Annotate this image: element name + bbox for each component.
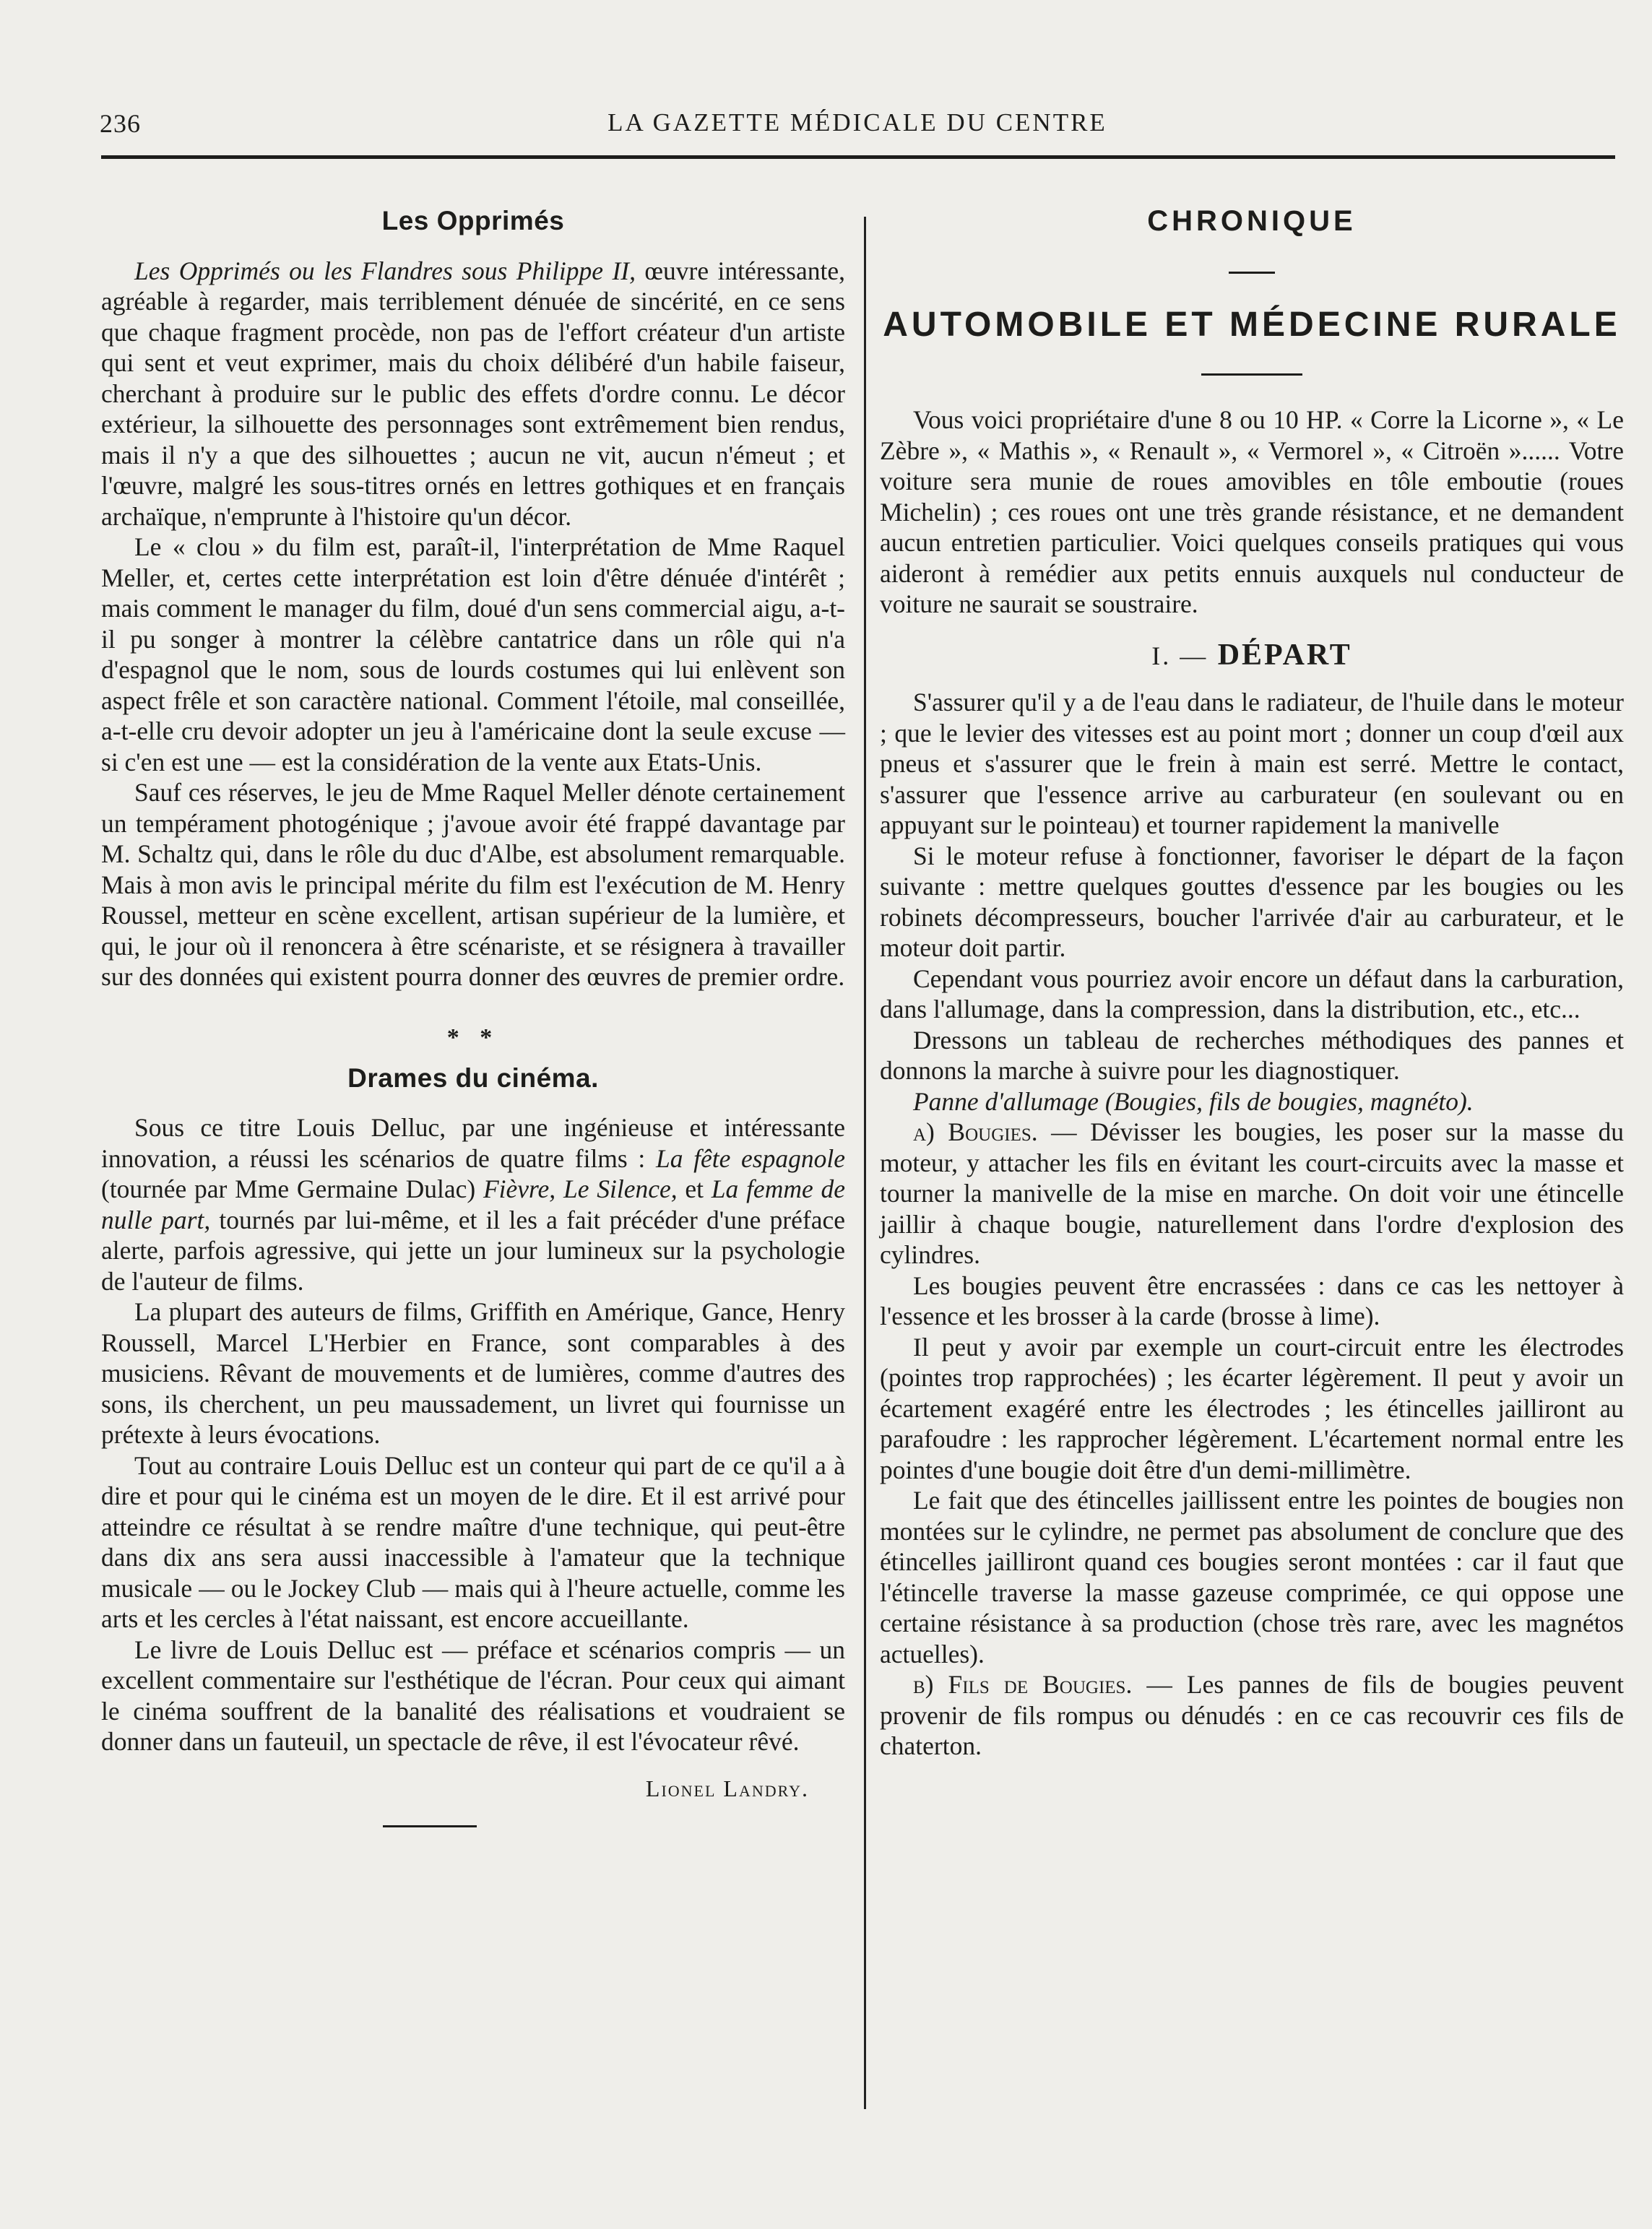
paragraph: Si le moteur refuse à fonctionner, favoriser le départ de la façon suivante : mettre quelques gouttes d'essence par les bougies ou les robinets décompresseurs, boucher l'arrivée d'air au carburateur, et le moteur doit partir. [880,841,1624,962]
section-number: I. — [1151,641,1208,670]
section-heading-depart [880,640,1624,672]
subheading-fils: b) Fils de Bougies. [913,1670,1133,1699]
rule [1229,272,1275,274]
column-divider [864,217,866,2109]
asterism: * * [446,1023,500,1051]
paragraph: Les bougies peuvent être encrassées : dans ce cas les nettoyer à l'essence et les brosser à la carde (brosse à lime). [880,1271,1624,1330]
paragraph: Tout au contraire Louis Delluc est un conteur qui part de ce qu'il a à dire et pour qui le cinéma est un moyen de le dire. Et il est arrivé pour atteindre ce résultat à se rendre maître d'une technique, qui peut-être dans dix ans sera aussi inaccessible à l'amateur que la technique musicale — ou le Jockey Club — mais qui à l'heure actuelle, comme les arts et les cercles à l'état naissant, est encore accueillante. [101,1450,845,1633]
left-column [101,206,845,1827]
section-title-opprimes: Les Opprimés [381,206,565,235]
film-title-italic: Les Opprimés ou les Flandres sous Philippe II, [134,256,636,285]
author-signature: Lionel Landry. [645,1775,809,1801]
paragraph: b) Fils de Bougies. — Les pannes de fils de bougies peuvent provenir de fils rompus ou dénudés : en ce cas recouvrir ces fils de chaterton. [880,1670,1625,1760]
paragraph: Dressons un tableau de recherches méthodiques des pannes et donnons la marche à suivre pour les diagnostiquer. [880,1025,1624,1085]
paragraph: Les Opprimés ou les Flandres sous Philippe II, œuvre intéressante, agréable à regarder, mais terriblement dénuée de sincérité, en ce sens que chaque fragment procède, non pas de l'effort créateur d'un artiste qui sent et veut exprimer, mais du choix délibéré d'un habile faiseur, cherchant à produire sur le public des effets d'ordre connu. Le décor extérieur, la silhouette des personnages sont extrêmement bien rendus, mais il n'y a que des silhouettes ; aucun ne vit, aucun n'émeut ; et l'œuvre, malgré les sous-titres ornés en lettres gothiques et en français archaïque, n'emprunte à l'histoire qu'un décor. [101,256,845,531]
paragraph: Le fait que des étincelles jaillissent entre les pointes de bougies non montées sur le cylindre, ne permet pas absolument de conclure que des étincelles jailliront quand ces bougies seront montées : car il faut que l'étincelle traverse la masse gazeuse comprimée, ce qui oppose une certaine résistance à sa production (chose très rare, avec les magnétos actuelles). [880,1486,1624,1668]
paragraph: Le livre de Louis Delluc est — préface et scénarios compris — un excellent commentaire sur l'esthétique de l'écran. Pour ceux qui aimant le cinéma souffrent de la banalité des réalisations et voudraient se donner dans un fauteuil, un spectacle de rêve, il est l'évocateur rêvé. [101,1635,845,1756]
paragraph: Il peut y avoir par exemple un court-circuit entre les électrodes (pointes trop rapprochées) ; les écarter légèrement. Il peut y avoir un écartement exagéré entre les électrodes ; les étincelles jailliront au parafoudre : les rapprocher légèrement. L'écartement normal entre les pointes d'une bougie doit être d'un demi-millimètre. [880,1332,1624,1484]
article-title: AUTOMOBILE ET MÉDECINE RURALE [883,305,1621,344]
end-rule [383,1825,477,1827]
header-rule [101,155,1615,159]
paragraph: Sous ce titre Louis Delluc, par une ingénieuse et intéressante innovation, a réussi les scénarios de quatre films : La fête espagnole (tournée par Mme Germaine Dulac) Fièvre, Le Silence, et La femme de nulle part, tournés par lui-même, et il les a fait précéder d'une préface alerte, parfois agressive, qui jette un jour lumineux sur la psychologie de l'auteur de films. [101,1113,846,1296]
paragraph: Cependant vous pourriez avoir encore un défaut dans la carburation, dans l'allumage, dans la compression, dans la distribution, etc., etc... [880,964,1624,1023]
paragraph-italic: Panne d'allumage (Bougies, fils de bougies, magnéto). [913,1086,1474,1116]
paragraph: La plupart des auteurs de films, Griffith en Amérique, Gance, Henry Roussell, Marcel L'Herbier en France, sont comparables à des musiciens. Rêvant de mouvements et de lumières, comme d'autres des sons, ils cherchent, un peu maussadement, un livret qui fournisse un prétexte à leurs évocations. [101,1297,845,1449]
paragraph: S'assurer qu'il y a de l'eau dans le radiateur, de l'huile dans le moteur ; que le levier des vitesses est au point mort ; donner un coup d'œil aux pneus et s'assurer que le frein à main est serré. Mettre le contact, s'assurer que l'essence arrive au carburateur (en soulevant ou en appuyant sur le pointeau) et tourner rapidement la manivelle [880,688,1624,839]
running-title: LA GAZETTE MÉDICALE DU CENTRE [607,108,1107,137]
chronique-kicker: CHRONIQUE [1147,205,1357,237]
page-number: 236 [100,109,141,138]
section-title-drames: Drames du cinéma. [347,1062,599,1093]
page-header [100,108,1615,144]
intro-paragraph: Vous voici propriétaire d'une 8 ou 10 HP. « Corre la Licorne », « Le Zèbre », « Mathis », « Renault », « Vermorel », « Citroën »...... Votre voiture sera munie de roues amovibles en tôle emboutie (roues Michelin) ; ces roues ont une très grande résistance, et ne demandent aucun entretien particulier. Voici quelques conseils pratiques qui vous aideront à remédier aux petits ennuis auxquels nul conducteur de voiture ne saurait se soustraire. [880,405,1624,618]
rule [1201,373,1302,376]
section-heading-text: DÉPART [1217,638,1352,672]
paragraph: a) Bougies. — Dévisser les bougies, les poser sur la masse du moteur, y attacher les fils en évitant les court-circuits avec la masse et tourner la manivelle de la mise en marche. On doit voir une étincelle jaillir à chaque bougie, naturellement dans l'ordre d'explosion des cylindres. [880,1117,1624,1269]
right-column [880,206,1624,1762]
subheading-bougies: a) Bougies. [913,1117,1038,1146]
paragraph: Le « clou » du film est, paraît-il, l'interprétation de Mme Raquel Meller, et, certes cette interprétation est loin d'être dénuée d'intérêt ; mais comment le manager du film, doué d'un sens commercial aigu, a-t-il pu songer à montrer la célèbre cantatrice dans un rôle qui n'a d'espagnol que le nom, sous de lourds costumes qui lui enlèvent son aspect frêle et son caractère national. Comment l'étoile, mal conseillée, a-t-elle cru devoir adopter un jeu à l'américaine dont la seule excuse — si c'en est une — est la considération de la vente aux Etats-Unis. [101,532,845,776]
paragraph: Sauf ces réserves, le jeu de Mme Raquel Meller dénote certainement un tempérament photogénique ; j'avoue avoir été frappé davantage par M. Schaltz qui, dans le rôle du duc d'Albe, est absolument remarquable. Mais à mon avis le principal mérite du film est l'exécution de M. Henry Roussel, metteur en scène excellent, artisan supérieur de la lumière, et qui, le jour où il renoncera à être scénariste, et se résignera à travailler sur des données qui existent pourra donner des œuvres de premier ordre. [101,778,845,991]
